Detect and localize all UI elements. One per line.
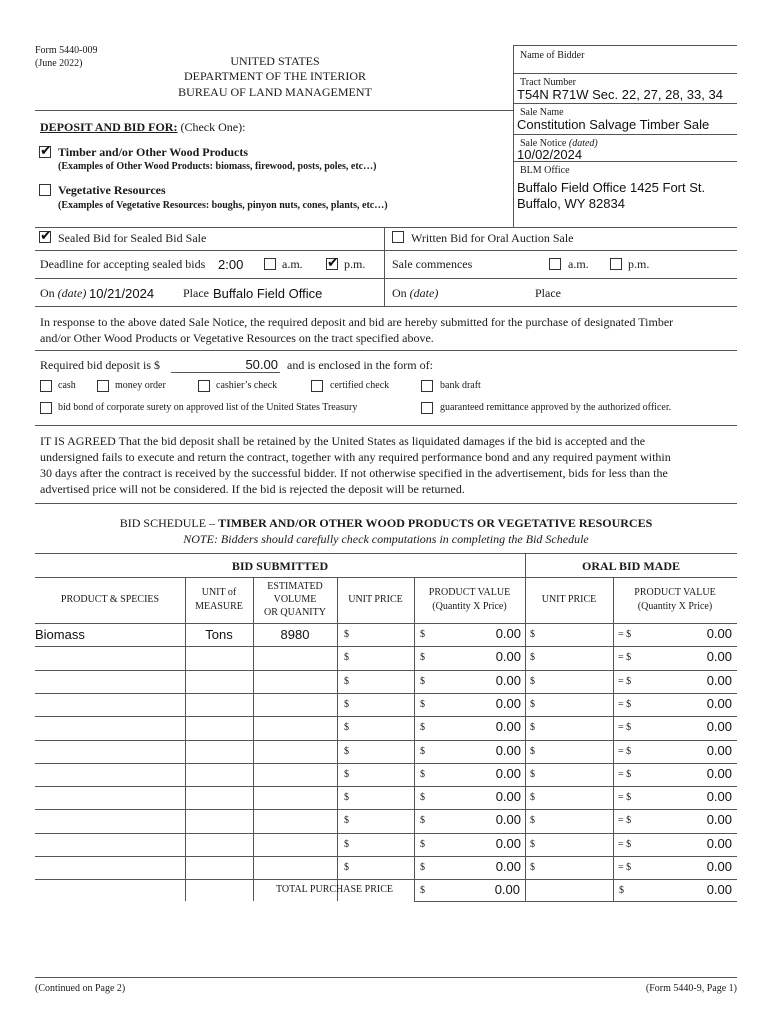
row-volume[interactable]: 8980 [280, 627, 310, 642]
statement-line-1: In response to the above dated Sale Notice, the required deposit and bid are hereby submitted for the purchase of designated Timber [40, 315, 674, 329]
row-oral-price-dollar: $ [530, 768, 535, 780]
sale-name-field[interactable]: Constitution Salvage Timber Sale [517, 117, 710, 132]
row-product[interactable]: Biomass [35, 627, 85, 642]
row-unit[interactable]: Tons [205, 627, 233, 642]
row-oral-eq-dollar: = $ [618, 768, 632, 780]
row-value-dollar: $ [420, 675, 425, 687]
row-divider [35, 693, 737, 694]
row-value-dollar: $ [420, 629, 425, 640]
row-unit-price-dollar: $ [344, 722, 349, 734]
bid-submitted-header: BID SUBMITTED [231, 559, 329, 573]
money-order-checkbox[interactable] [97, 380, 109, 392]
sealed-bid-label: Sealed Bid for Sealed Bid Sale [58, 231, 207, 245]
sale-am-label: a.m. [568, 257, 589, 271]
row-product-value[interactable]: 0.00 [495, 719, 521, 735]
deadline-am-label: a.m. [282, 257, 303, 271]
row-unit-price-dollar: $ [344, 768, 349, 780]
required-deposit-suffix: and is enclosed in the form of: [287, 358, 433, 372]
footer-form-page: (Form 5440-9, Page 1) [645, 983, 737, 994]
row-unit-price-dollar: $ [344, 629, 349, 640]
row-oral-eq-dollar: = $ [618, 815, 632, 827]
cashiers-check-label: cashier’s check [216, 380, 278, 391]
deadline-time-field[interactable]: 2:00 [218, 257, 244, 272]
bidder-name-label: Name of Bidder [520, 50, 585, 61]
sale-place-label: Place [535, 286, 561, 300]
guaranteed-remittance-label: guaranteed remittance approved by the authorized officer. [440, 402, 672, 413]
deadline-pm-label: p.m. [344, 257, 366, 271]
vegetative-label: Vegetative Resources [58, 183, 166, 197]
vegetative-checkbox[interactable] [39, 184, 51, 196]
row-value-dollar: $ [420, 768, 425, 780]
agreement-line-2: undersigned fails to execute and return the contract, together with any required performance bond and any required payment within [40, 450, 671, 464]
row-oral-product-value[interactable]: 0.00 [706, 719, 732, 735]
sale-pm-checkbox[interactable] [610, 258, 622, 270]
statement-line-2: and/or Other Wood Products or Vegetative Resources on the tract specified above. [40, 331, 434, 345]
row-oral-eq-dollar: = $ [618, 838, 632, 850]
agency-line-3: BUREAU OF LAND MANAGEMENT [178, 85, 372, 99]
total-oral-value[interactable]: 0.00 [706, 882, 732, 897]
col-product-value-1: PRODUCT VALUE [428, 587, 511, 598]
tract-number-field[interactable]: T54N R71W Sec. 22, 27, 28, 33, 34 [517, 87, 723, 102]
row-value-dollar: $ [420, 745, 425, 757]
money-order-label: money order [115, 380, 166, 391]
on-date-label: On (date) [40, 286, 87, 300]
row-oral-eq-dollar: = $ [618, 722, 632, 734]
row-product-value[interactable]: 0.00 [495, 742, 521, 758]
timber-label: Timber and/or Other Wood Products [58, 145, 249, 159]
row-oral-product-value[interactable]: 0.00 [706, 672, 732, 688]
bank-draft-checkbox[interactable] [421, 380, 433, 392]
row-oral-product-value[interactable]: 0.00 [706, 859, 732, 874]
row-oral-price-dollar: $ [530, 745, 535, 757]
deposit-amount-field[interactable]: 50.00 [171, 357, 280, 373]
row-product-value[interactable]: 0.00 [495, 835, 521, 851]
cashiers-check-checkbox[interactable] [198, 380, 210, 392]
row-oral-price-dollar: $ [530, 722, 535, 734]
written-bid-checkbox[interactable] [392, 231, 404, 243]
schedule-title: BID SCHEDULE – TIMBER AND/OR OTHER WOOD PRODUCTS OR VEGETATIVE RESOURCES [119, 516, 653, 530]
row-oral-eq-dollar: = $ [618, 675, 632, 687]
row-product-value[interactable]: 0.00 [495, 695, 521, 711]
row-oral-eq-dollar: = $ [618, 629, 632, 640]
row-value-dollar: $ [420, 722, 425, 734]
form-date: (June 2022) [35, 58, 83, 69]
certified-check-checkbox[interactable] [311, 380, 323, 392]
row-oral-eq-dollar: = $ [618, 652, 632, 664]
agreement-line-3: 30 days after the contract is received by the successful bidder. If not otherwise specified in the advertisement, bids for less than the [40, 466, 668, 480]
col-product-species: PRODUCT & SPECIES [60, 594, 160, 605]
sale-on-date-label: On (date) [392, 286, 439, 300]
col-unit-of-measure-2: MEASURE [195, 601, 243, 612]
row-divider [35, 763, 737, 764]
sealed-bid-checkbox[interactable] [39, 231, 51, 243]
blm-office-label: BLM Office [520, 165, 570, 176]
bid-bond-label: bid bond of corporate surety on approved list of the United States Treasury [58, 402, 358, 413]
row-oral-eq-dollar: = $ [618, 698, 632, 710]
sale-am-checkbox[interactable] [549, 258, 561, 270]
total-purchase-label: TOTAL PURCHASE PRICE [276, 884, 393, 895]
row-value-dollar: $ [420, 838, 425, 850]
row-product-value[interactable]: 0.00 [495, 672, 521, 688]
row-value-dollar: $ [420, 862, 425, 873]
vegetative-examples: (Examples of Vegetative Resources: boughs, pinyon nuts, cones, plants, etc…) [58, 200, 388, 211]
row-product-value[interactable]: 0.00 [495, 765, 521, 781]
agency-line-2: DEPARTMENT OF THE INTERIOR [183, 69, 367, 83]
row-unit-price-dollar: $ [344, 652, 349, 664]
timber-examples: (Examples of Other Wood Products: biomass, firewood, posts, poles, etc…) [58, 161, 377, 172]
row-oral-price-dollar: $ [530, 652, 535, 664]
footer-continued: (Continued on Page 2) [35, 983, 126, 994]
written-bid-label: Written Bid for Oral Auction Sale [411, 231, 574, 245]
blm-office-line-1[interactable]: Buffalo Field Office 1425 Fort St. [517, 180, 706, 195]
row-divider [35, 833, 737, 834]
certified-check-label: certified check [330, 380, 390, 391]
agreement-line-1: IT IS AGREED That the bid deposit shall be retained by the United States as liquidated damages if the bid is accepted and the [40, 434, 646, 448]
agency-line-1: UNITED STATES [230, 54, 320, 68]
total-purchase-value[interactable]: 0.00 [494, 882, 520, 897]
row-oral-product-value[interactable]: 0.00 [706, 742, 732, 758]
sale-notice-label: Sale Notice (dated) [520, 138, 598, 149]
tract-number-label: Tract Number [520, 77, 577, 88]
col-product-value-2: (Quantity X Price) [432, 601, 507, 612]
row-oral-eq-dollar: = $ [618, 745, 632, 757]
row-divider [35, 809, 737, 810]
row-oral-product-value[interactable]: 0.00 [706, 835, 732, 851]
sale-commences-label: Sale commences [392, 257, 473, 271]
form-number: Form 5440-009 [35, 45, 98, 56]
row-oral-product-value[interactable]: 0.00 [706, 789, 732, 805]
col-oral-product-value-1: PRODUCT VALUE [634, 587, 716, 598]
bidder-name-field[interactable] [517, 56, 732, 72]
col-estimated-1: ESTIMATED [267, 581, 323, 592]
place-label: Place [183, 286, 209, 300]
blm-office-line-2[interactable]: Buffalo, WY 82834 [517, 196, 625, 211]
row-unit-price-dollar: $ [344, 838, 349, 850]
row-unit-price-dollar: $ [344, 815, 349, 827]
row-oral-product-value[interactable]: 0.00 [706, 765, 732, 781]
row-divider [35, 786, 737, 787]
col-unit-of-measure-1: UNIT of [201, 587, 237, 598]
row-oral-product-value[interactable]: 0.00 [706, 626, 732, 641]
row-product-value[interactable]: 0.00 [495, 626, 521, 641]
cash-label: cash [58, 380, 76, 391]
row-oral-price-dollar: $ [530, 792, 535, 804]
guaranteed-remittance-checkbox[interactable] [421, 402, 433, 414]
row-value-dollar: $ [420, 815, 425, 827]
sale-name-label: Sale Name [520, 107, 564, 118]
bid-bond-checkbox[interactable] [40, 402, 52, 414]
row-value-dollar: $ [420, 652, 425, 664]
deadline-am-checkbox[interactable] [264, 258, 276, 270]
deadline-label: Deadline for accepting sealed bids [40, 257, 206, 271]
col-estimated-2: VOLUME [273, 594, 317, 605]
place-field[interactable]: Buffalo Field Office [213, 286, 323, 301]
row-oral-eq-dollar: = $ [618, 862, 632, 873]
total-dollar-sign: $ [420, 885, 425, 896]
bank-draft-label: bank draft [440, 380, 481, 391]
sale-pm-label: p.m. [628, 257, 650, 271]
row-value-dollar: $ [420, 698, 425, 710]
row-divider [35, 670, 737, 671]
row-divider [35, 716, 737, 717]
row-unit-price-dollar: $ [344, 862, 349, 873]
row-unit-price-dollar: $ [344, 745, 349, 757]
row-unit-price-dollar: $ [344, 792, 349, 804]
col-oral-product-value-2: (Quantity X Price) [637, 601, 713, 612]
required-deposit-label: Required bid deposit is $ [40, 358, 160, 372]
sale-notice-date-field[interactable]: 10/02/2024 [517, 147, 583, 162]
row-divider [35, 856, 737, 857]
row-oral-price-dollar: $ [530, 862, 535, 873]
row-oral-price-dollar: $ [530, 675, 535, 687]
row-product-value[interactable]: 0.00 [495, 649, 521, 665]
row-unit-price-dollar: $ [344, 698, 349, 710]
total-oral-dollar-sign: $ [619, 885, 624, 896]
row-oral-price-dollar: $ [530, 698, 535, 710]
col-estimated-3: OR QUANITY [264, 607, 326, 618]
row-product-value[interactable]: 0.00 [495, 812, 521, 828]
on-date-field[interactable]: 10/21/2024 [89, 286, 155, 301]
oral-bid-header: ORAL BID MADE [581, 559, 680, 573]
row-unit-price-dollar: $ [344, 675, 349, 687]
row-oral-product-value[interactable]: 0.00 [706, 812, 732, 828]
deadline-pm-checkbox[interactable] [326, 258, 338, 270]
timber-checkbox[interactable] [39, 146, 51, 158]
deposit-heading: DEPOSIT AND BID FOR: (Check One): [40, 120, 246, 134]
cash-checkbox[interactable] [40, 380, 52, 392]
schedule-note: NOTE: Bidders should carefully check computations in completing the Bid Schedule [183, 532, 589, 546]
col-oral-unit-price: UNIT PRICE [541, 594, 597, 605]
agreement-line-4: advertised price will not be considered. If the bid is rejected the deposit will be returned. [40, 482, 465, 496]
row-oral-price-dollar: $ [530, 815, 535, 827]
row-oral-product-value[interactable]: 0.00 [706, 695, 732, 711]
row-oral-product-value[interactable]: 0.00 [706, 649, 732, 665]
row-divider [35, 879, 737, 880]
row-oral-price-dollar: $ [530, 838, 535, 850]
row-product-value[interactable]: 0.00 [495, 859, 521, 874]
row-oral-price-dollar: $ [530, 629, 535, 640]
row-divider [35, 646, 737, 647]
row-divider [35, 740, 737, 741]
row-oral-eq-dollar: = $ [618, 792, 632, 804]
col-unit-price: UNIT PRICE [348, 594, 403, 605]
row-value-dollar: $ [420, 792, 425, 804]
row-product-value[interactable]: 0.00 [495, 789, 521, 805]
